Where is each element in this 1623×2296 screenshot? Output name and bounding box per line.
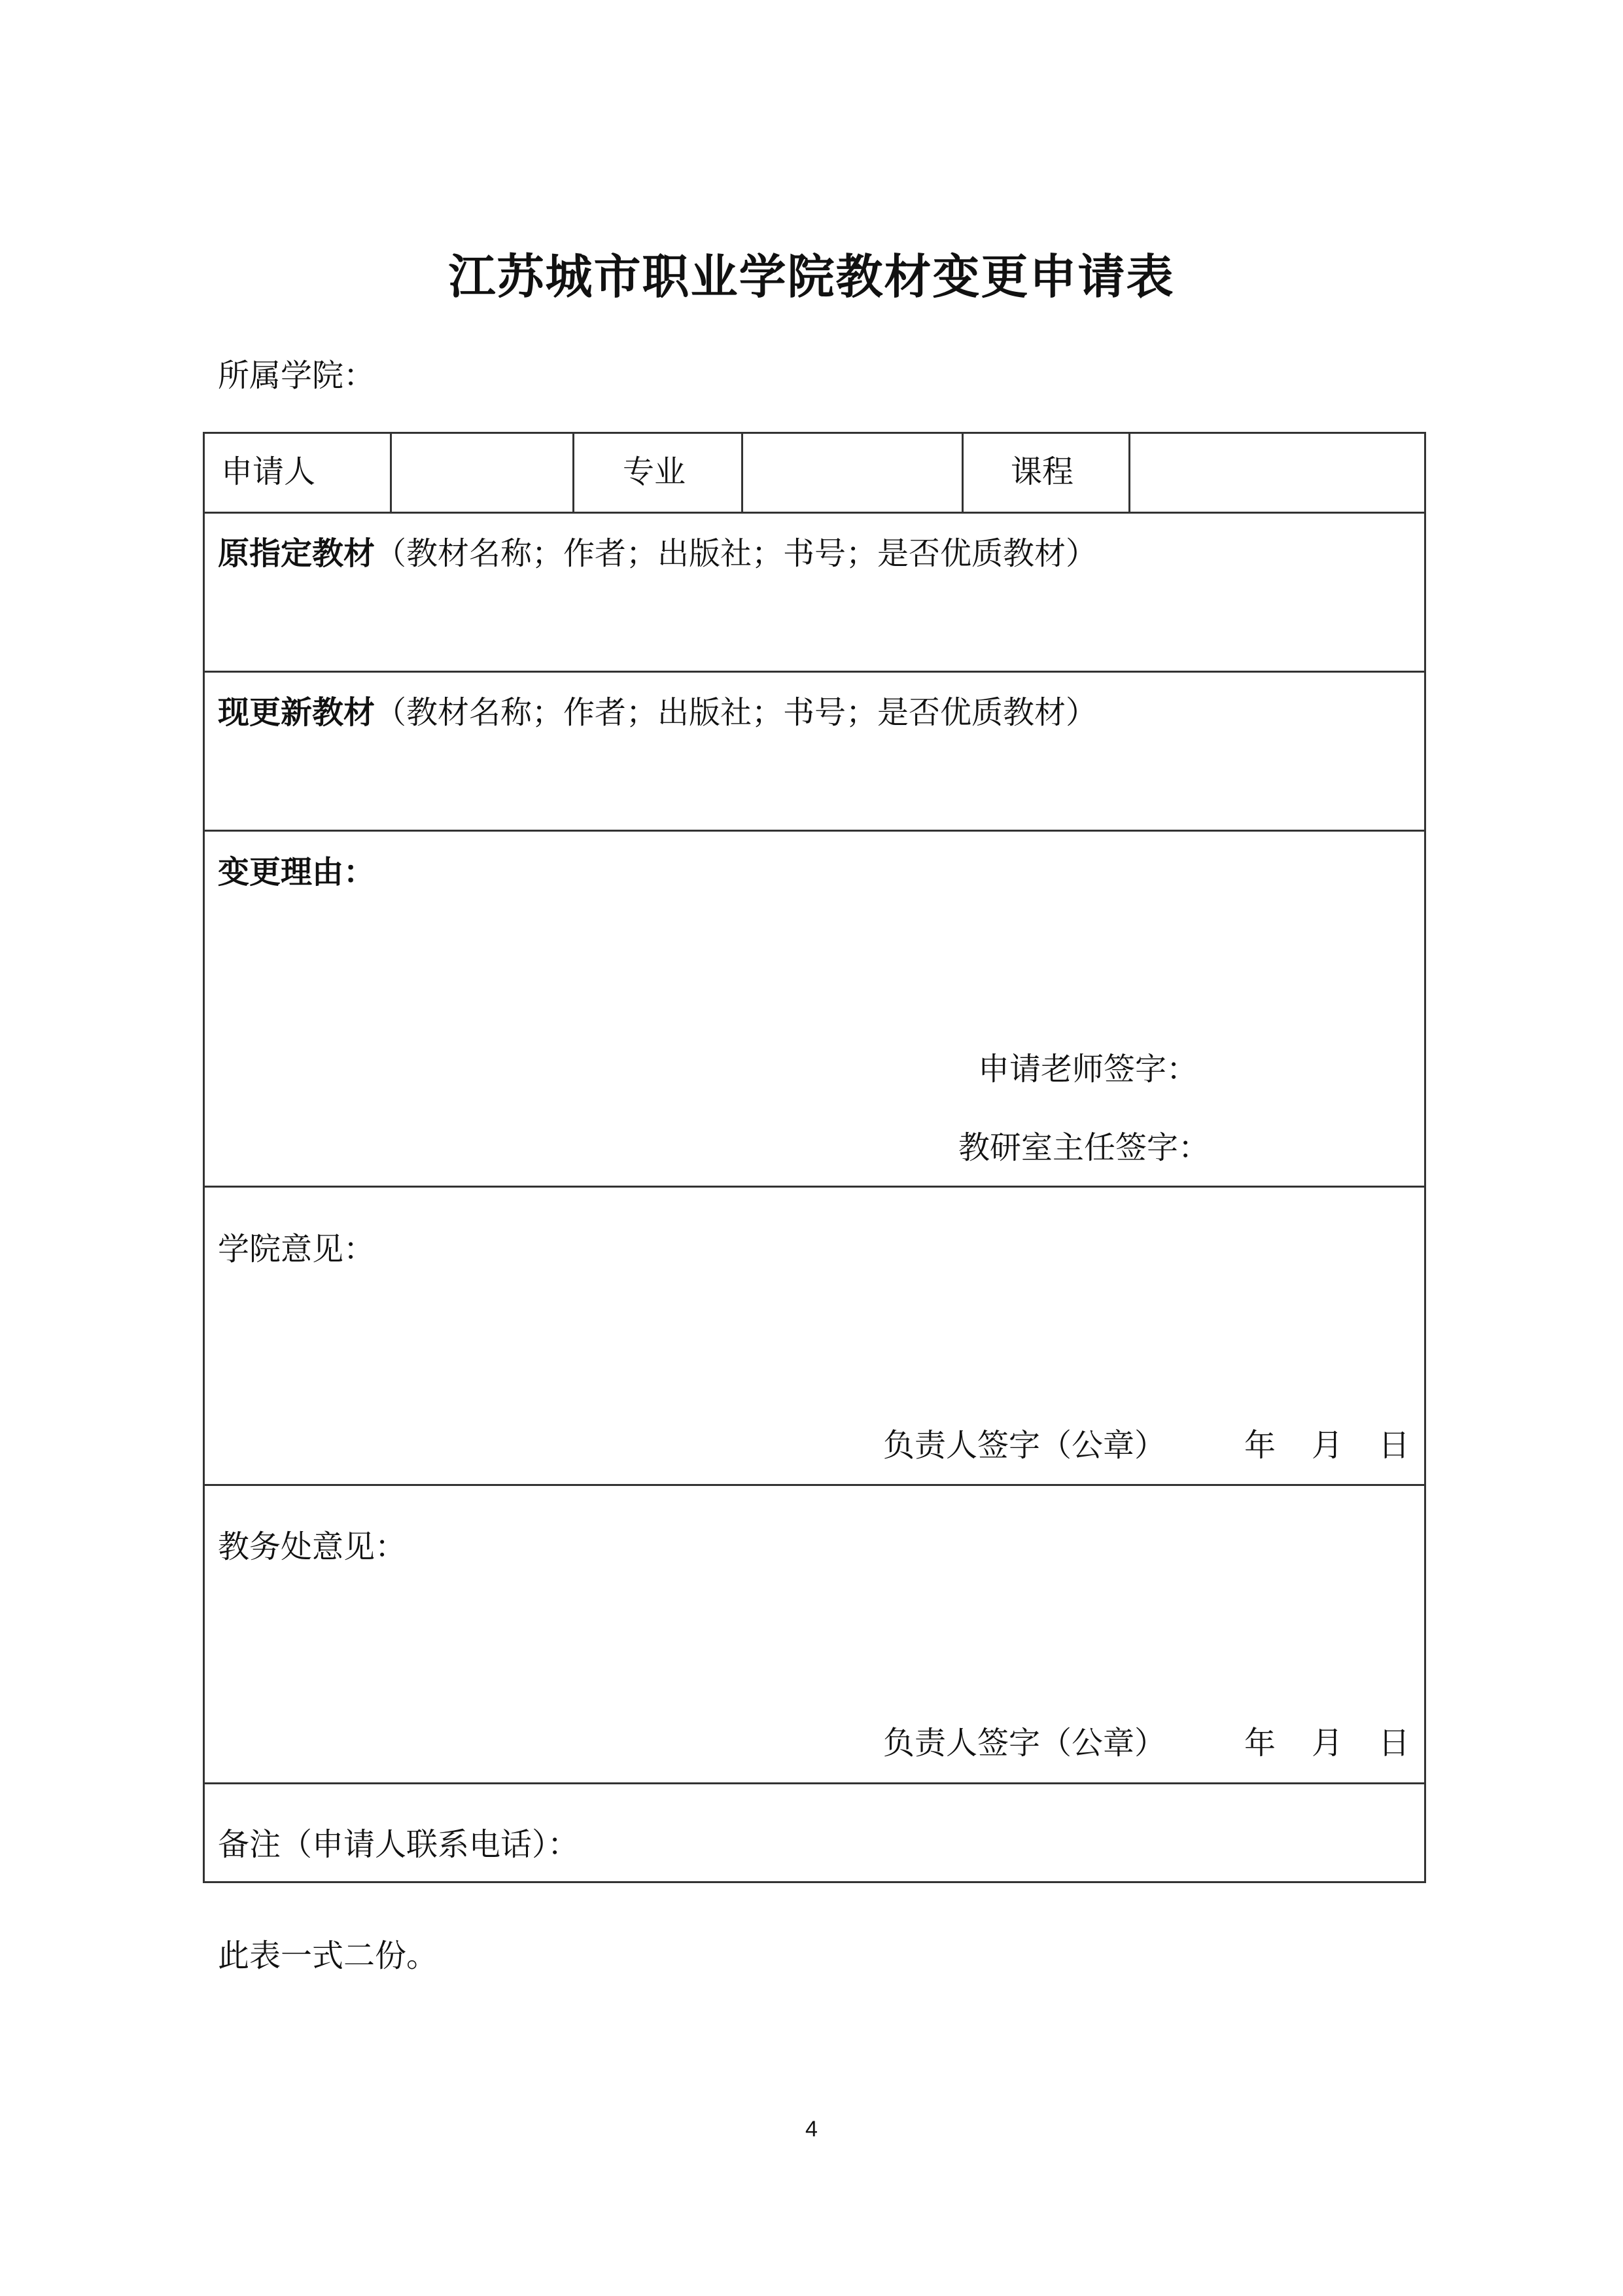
table-column-rule bbox=[390, 432, 392, 513]
new-textbook-heading bbox=[218, 694, 1098, 731]
academic-office-month-label: 月 bbox=[1312, 1725, 1344, 1761]
college-day-label: 日 bbox=[1378, 1427, 1410, 1464]
table-column-rule bbox=[741, 432, 743, 513]
college-signature-label: 负责人签字（公章） bbox=[883, 1427, 1166, 1464]
table-border-left bbox=[203, 432, 205, 1883]
academic-office-day-label: 日 bbox=[1378, 1725, 1410, 1761]
college-year-label: 年 bbox=[1244, 1427, 1276, 1464]
footer-note: 此表一式二份。 bbox=[218, 1937, 438, 1974]
table-rule bbox=[203, 671, 1426, 673]
table-column-rule bbox=[572, 432, 574, 513]
page-title: 江苏城市职业学院教材变更申请表 bbox=[448, 249, 1175, 304]
table-column-rule bbox=[1128, 432, 1130, 513]
academic-office-opinion-label: 教务处意见： bbox=[218, 1528, 407, 1565]
academic-office-year-label: 年 bbox=[1244, 1725, 1276, 1761]
table-rule bbox=[203, 1484, 1426, 1486]
table-border-top bbox=[203, 432, 1426, 434]
page-number: 4 bbox=[805, 2117, 818, 2142]
table-rule bbox=[203, 1186, 1426, 1188]
table-border-bottom bbox=[203, 1881, 1426, 1883]
change-reason-label: 变更理由： bbox=[218, 854, 375, 891]
table-rule bbox=[203, 1782, 1426, 1784]
course-label: 课程 bbox=[1011, 453, 1074, 490]
original-textbook-heading bbox=[218, 535, 1098, 572]
table-rule bbox=[203, 830, 1426, 832]
remarks-label: 备注（申请人联系电话）： bbox=[218, 1826, 580, 1863]
new-textbook-detail: （教材名称；作者；出版社；书号；是否优质教材） bbox=[375, 694, 1098, 731]
college-month-label: 月 bbox=[1312, 1427, 1344, 1464]
table-border-right bbox=[1424, 432, 1426, 1883]
academic-office-signature-label: 负责人签字（公章） bbox=[883, 1725, 1166, 1761]
major-label: 专业 bbox=[623, 453, 686, 490]
department-label: 所属学院： bbox=[218, 357, 375, 394]
table-column-rule bbox=[962, 432, 964, 513]
director-signature-label: 教研室主任签字： bbox=[958, 1129, 1210, 1166]
original-textbook-label: 原指定教材 bbox=[218, 535, 375, 572]
applicant-label: 申请人 bbox=[221, 453, 316, 490]
teacher-signature-label: 申请老师签字： bbox=[978, 1051, 1198, 1087]
new-textbook-label: 现更新教材 bbox=[218, 694, 375, 731]
original-textbook-detail: （教材名称；作者；出版社；书号；是否优质教材） bbox=[375, 535, 1098, 572]
college-opinion-label: 学院意见： bbox=[218, 1231, 375, 1267]
table-rule bbox=[203, 512, 1426, 514]
